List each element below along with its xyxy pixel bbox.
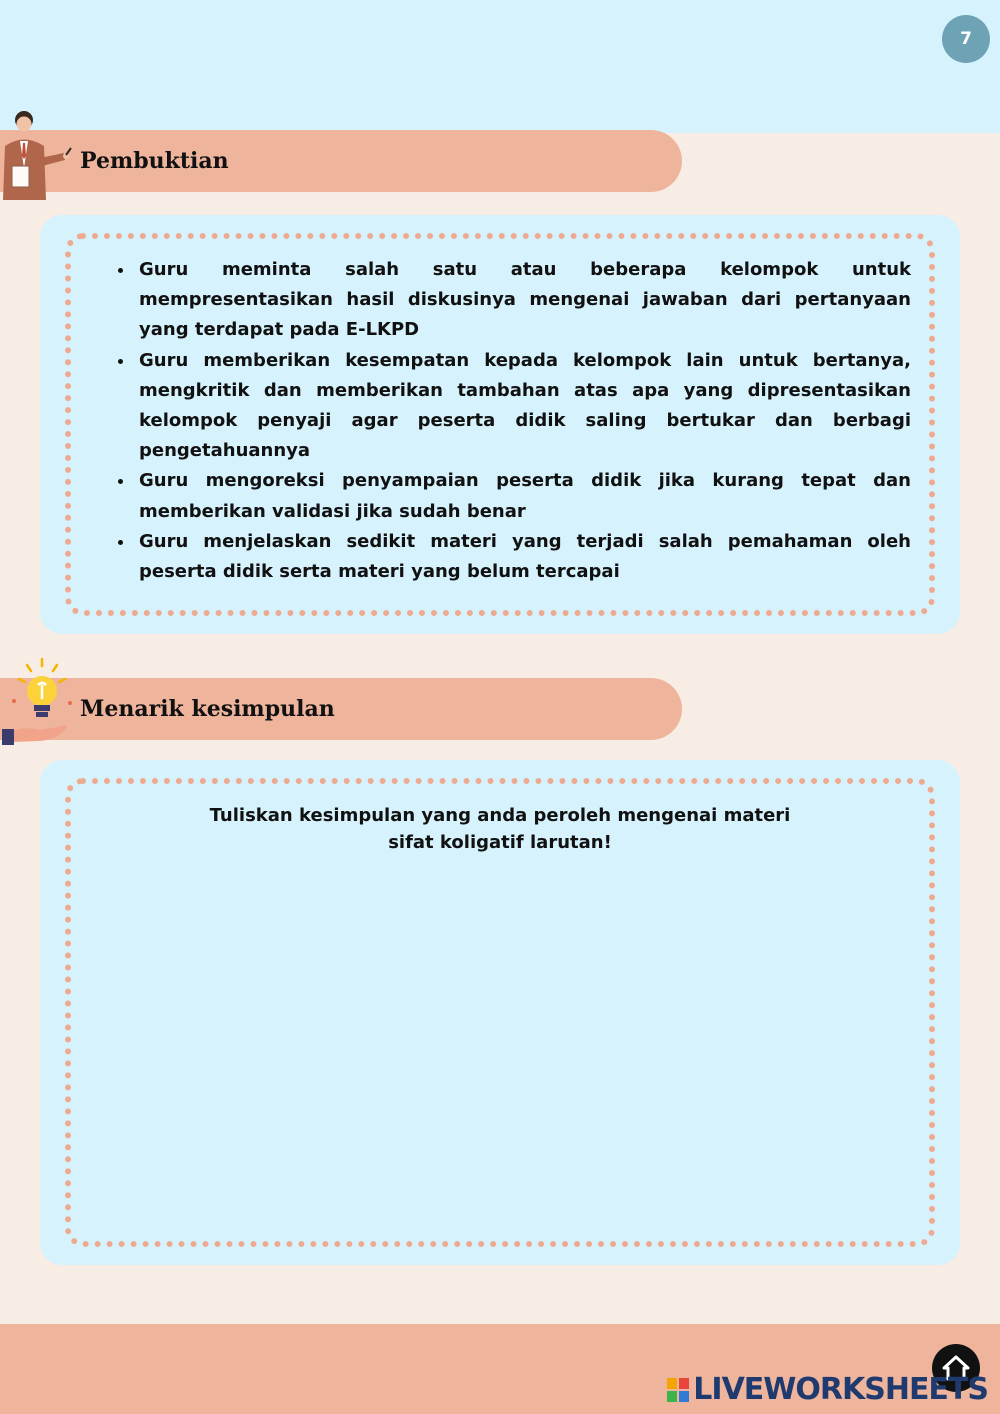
proof-panel: [40, 215, 960, 634]
lightbulb-hand-icon: [0, 655, 76, 750]
conclusion-prompt-line2: sifat koligatif larutan!: [388, 832, 612, 853]
conclusion-header-bar: [0, 678, 682, 740]
brand-name: LIVEWORKSHEETS: [693, 1372, 988, 1407]
teacher-presenting-icon: [0, 108, 76, 204]
liveworksheets-logo: [667, 1372, 988, 1407]
page-number-badge: 7: [942, 15, 990, 63]
liveworksheets-logo-mark: [667, 1378, 689, 1402]
proof-list: [110, 255, 911, 587]
list-item: • Guru memberikan kesempatan kepada kelompok lain untuk bertanya, mengkritik dan memberikan tambahan atas apa yang dipresentasikan kelompok penyaji agar peserta didik saling bertukar dan berbagi pengetahuannya: [135, 346, 911, 467]
proof-section-title: Pembuktian: [80, 148, 229, 174]
conclusion-prompt: [150, 802, 850, 856]
top-band: [0, 0, 1000, 133]
list-item: • Guru meminta salah satu atau beberapa kelompok untuk mempresentasikan hasil diskusinya mengenai jawaban dari pertanyaan yang terdapat pada E-LKPD: [135, 255, 911, 346]
list-item: • Guru mengoreksi penyampaian peserta didik jika kurang tepat dan memberikan validasi jika sudah benar: [135, 466, 911, 526]
list-item: • Guru menjelaskan sedikit materi yang terjadi salah pemahaman oleh peserta didik serta materi yang belum tercapai: [135, 527, 911, 587]
proof-header-bar: [0, 130, 682, 192]
conclusion-prompt-line1: Tuliskan kesimpulan yang anda peroleh mengenai materi: [209, 805, 791, 826]
conclusion-section-title: Menarik kesimpulan: [80, 696, 335, 722]
conclusion-panel: [40, 760, 960, 1265]
